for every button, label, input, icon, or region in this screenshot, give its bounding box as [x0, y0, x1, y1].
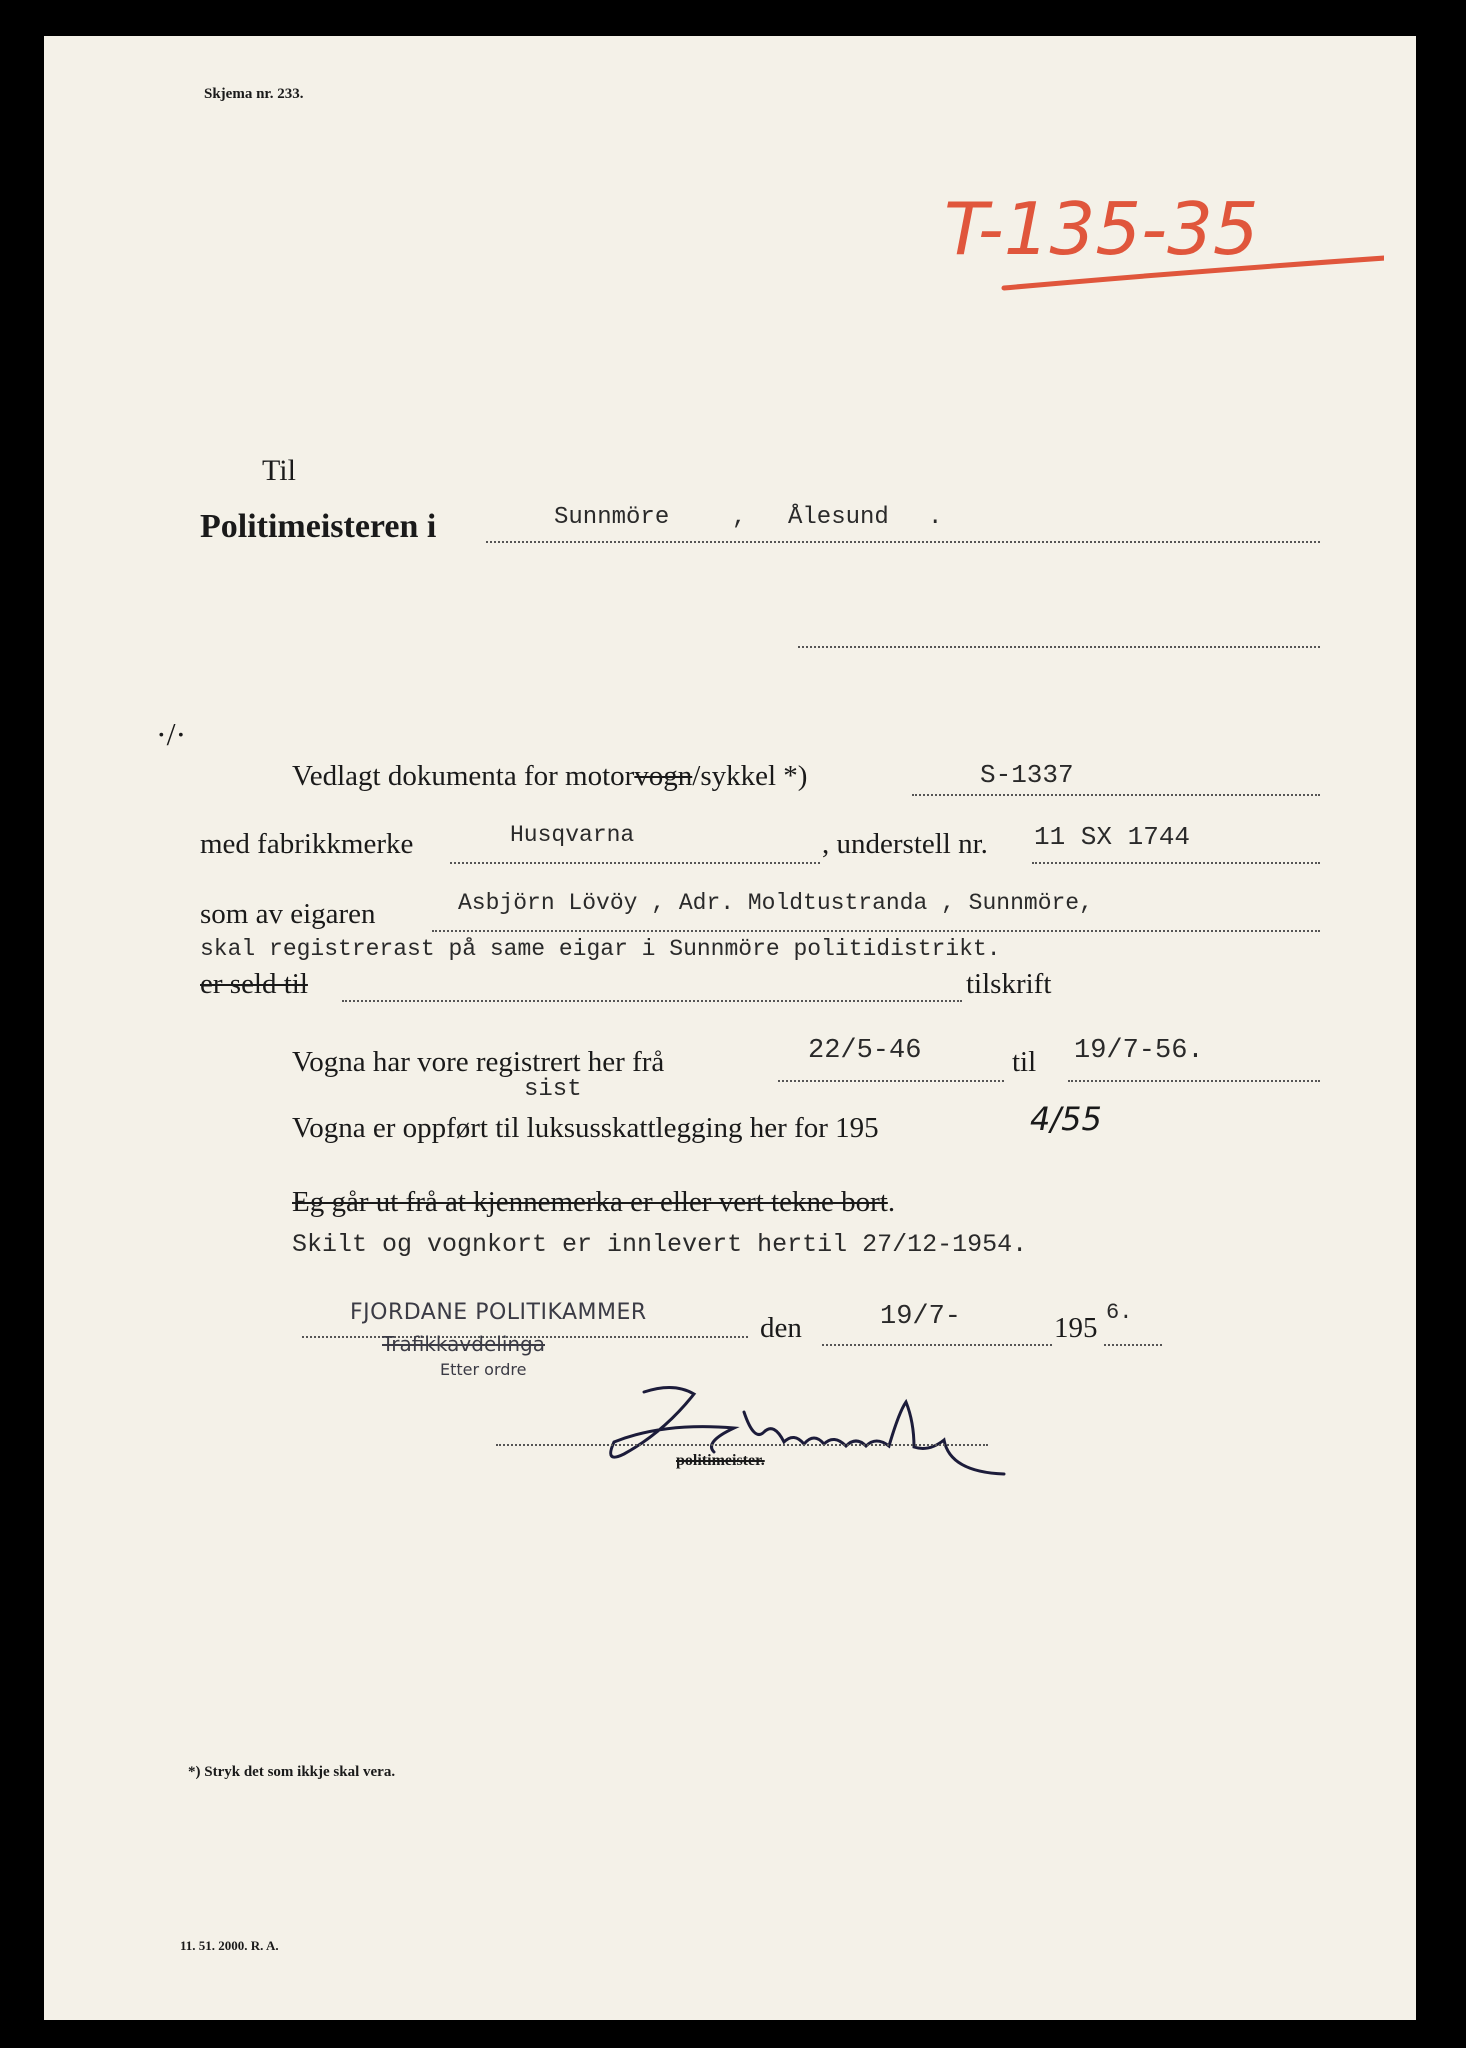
- footnote: *) Stryk det som ikkje skal vera.: [188, 1764, 396, 1780]
- registrert-til-label: til: [1012, 1046, 1037, 1078]
- addressee-sep: ,: [732, 504, 747, 531]
- addressee-label: Politimeisteren i: [200, 508, 437, 545]
- signature-stroke: [611, 1387, 1004, 1474]
- understell-line: [1032, 862, 1320, 864]
- vedlagt-label: [292, 760, 807, 793]
- addressee-city: Ålesund: [788, 504, 889, 531]
- handwritten-mark: ·/·: [156, 716, 187, 752]
- form-sheet: [44, 36, 1416, 2020]
- signature-title: politimeister.: [676, 1452, 765, 1469]
- fabrikk-label: med fabrikkmerke: [200, 828, 414, 860]
- understell-value: 11 SX 1744: [1034, 822, 1191, 852]
- kjennemerke-typed: Skilt og vognkort er innlevert hertil 27/12-1954.: [292, 1230, 1028, 1259]
- kjennemerke-struck: Eg går ut frå at kjennemerka er eller vert tekne bort: [292, 1186, 888, 1218]
- stamp-line3: Etter ordre: [440, 1360, 527, 1379]
- date-year-suffix: 6.: [1106, 1300, 1133, 1325]
- eigar-label: som av eigaren: [200, 898, 376, 930]
- case-number-handwritten: [934, 176, 1384, 296]
- stamp-line2: Trafikkavdelinga: [382, 1332, 545, 1356]
- date-year-line: [1104, 1344, 1162, 1346]
- vedlagt-line: [912, 794, 1320, 796]
- eigar-line2: skal registrerast på same eigar i Sunnmöre politidistrikt.: [200, 936, 1001, 962]
- tilskrift-line: [342, 1000, 962, 1002]
- til-label: Til: [262, 454, 296, 487]
- addressee-line: [486, 541, 1320, 543]
- stamp-line1: FJORDANE POLITIKAMMER: [350, 1300, 647, 1325]
- addressee-district: Sunnmöre: [554, 504, 670, 531]
- luksus-value: 4/55: [1030, 1100, 1102, 1138]
- registrert-from: 22/5-46: [808, 1036, 922, 1066]
- signature-handwritten: [584, 1372, 1044, 1492]
- fabrikk-line: [450, 862, 820, 864]
- date-day-line: [822, 1344, 1052, 1346]
- addressee-line-2: [798, 646, 1320, 648]
- addressee-end: .: [928, 504, 943, 531]
- registrert-from-line: [778, 1080, 1004, 1082]
- vedlagt-label-pre: Vedlagt dokumenta for motor: [292, 760, 635, 792]
- registrert-to: 19/7-56.: [1074, 1036, 1204, 1066]
- luksus-insert: sist: [524, 1076, 582, 1103]
- understell-label: , understell nr.: [822, 828, 988, 860]
- case-number-text: T-135-35: [944, 187, 1259, 271]
- date-den-label: den: [760, 1312, 802, 1344]
- eigar-value: Asbjörn Lövöy , Adr. Moldtustranda , Sunnmöre,: [458, 890, 1093, 916]
- form-number: Skjema nr. 233.: [204, 86, 304, 102]
- print-code: 11. 51. 2000. R. A.: [180, 1938, 279, 1953]
- signature-line: [496, 1444, 988, 1446]
- eigar-struck: er seld til: [200, 968, 308, 1000]
- date-day: 19/7-: [880, 1302, 962, 1332]
- date-year-prefix: 195: [1054, 1312, 1098, 1344]
- luksus-label: Vogna er oppført til luksusskattlegging her for 195: [292, 1112, 879, 1144]
- registrert-to-line: [1068, 1080, 1320, 1082]
- kjennemerke-line: [292, 1186, 895, 1219]
- vedlagt-label-struck: vogn: [634, 760, 693, 792]
- kjennemerke-struck-end: .: [887, 1186, 896, 1218]
- registrert-label: Vogna har vore registrert her frå: [292, 1046, 665, 1078]
- vedlagt-value: S-1337: [980, 760, 1074, 790]
- eigar-line: [432, 930, 1320, 932]
- fabrikk-value: Husqvarna: [510, 822, 635, 848]
- vedlagt-label-post: /sykkel *): [692, 760, 808, 792]
- tilskrift-label: tilskrift: [966, 968, 1052, 1000]
